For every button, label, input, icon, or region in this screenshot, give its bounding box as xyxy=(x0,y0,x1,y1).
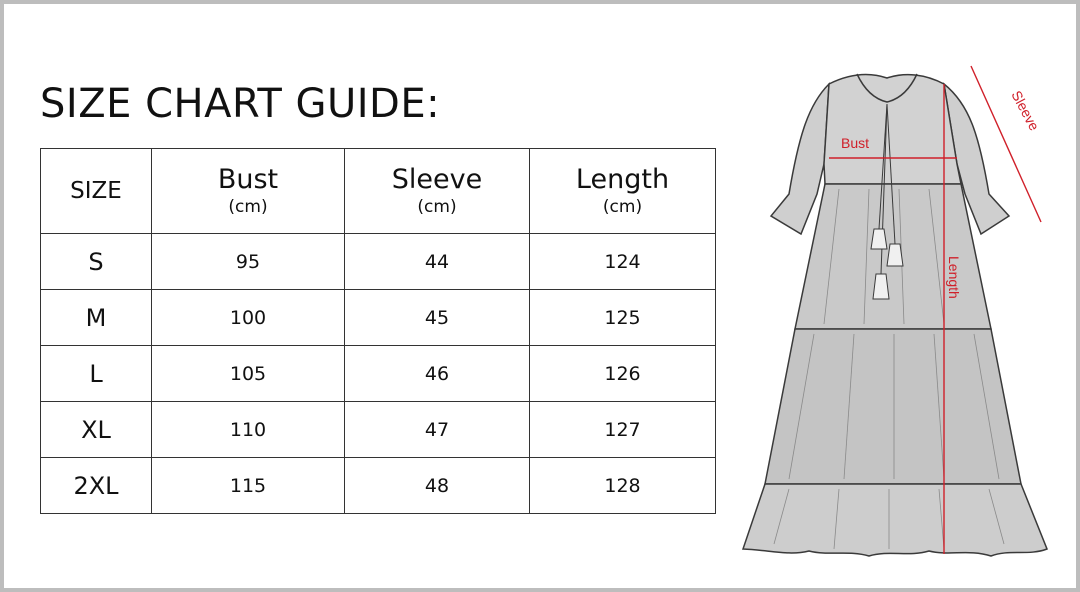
length-cell: 125 xyxy=(530,290,716,346)
length-cell: 127 xyxy=(530,402,716,458)
bust-measure-label: Bust xyxy=(841,135,870,151)
length-cell: 124 xyxy=(530,234,716,290)
skirt-tier-3 xyxy=(743,484,1047,556)
sleeve-cell: 44 xyxy=(345,234,530,290)
header-sleeve-unit: (cm) xyxy=(417,197,457,217)
header-size xyxy=(41,149,152,234)
header-bust-label: Bust xyxy=(217,164,279,195)
header-bust xyxy=(152,149,345,234)
dress-drawing xyxy=(743,74,1047,556)
sleeve-cell: 45 xyxy=(345,290,530,346)
header-bust-unit: (cm) xyxy=(228,197,268,217)
length-cell: 126 xyxy=(530,346,716,402)
page-title: SIZE CHART GUIDE: xyxy=(40,81,441,127)
sleeve-cell: 46 xyxy=(345,346,530,402)
dress-illustration xyxy=(729,44,1074,564)
bust-cell: 95 xyxy=(152,234,345,290)
bodice xyxy=(824,75,961,184)
table-row xyxy=(41,458,716,514)
length-cell: 128 xyxy=(530,458,716,514)
table-row xyxy=(41,290,716,346)
header-length xyxy=(530,149,716,234)
bust-cell: 110 xyxy=(152,402,345,458)
skirt-tier-2 xyxy=(765,329,1021,484)
header-size-label: SIZE xyxy=(70,178,122,204)
size-cell: S xyxy=(41,234,152,290)
table-row xyxy=(41,346,716,402)
table-row xyxy=(41,402,716,458)
sleeve-cell: 47 xyxy=(345,402,530,458)
size-table xyxy=(40,148,716,514)
sleeve-cell: 48 xyxy=(345,458,530,514)
length-measure-label: Length xyxy=(946,256,962,299)
size-cell: 2XL xyxy=(41,458,152,514)
header-length-label: Length xyxy=(575,164,670,195)
header-sleeve-label: Sleeve xyxy=(391,164,483,195)
table-row xyxy=(41,234,716,290)
size-cell: M xyxy=(41,290,152,346)
size-cell: XL xyxy=(41,402,152,458)
size-cell: L xyxy=(41,346,152,402)
table-header-row xyxy=(41,149,716,234)
header-length-unit: (cm) xyxy=(602,197,643,217)
bust-cell: 100 xyxy=(152,290,345,346)
bust-cell: 105 xyxy=(152,346,345,402)
header-sleeve xyxy=(345,149,530,234)
sleeve-measure-label: Sleeve xyxy=(1008,87,1043,134)
bust-cell: 115 xyxy=(152,458,345,514)
